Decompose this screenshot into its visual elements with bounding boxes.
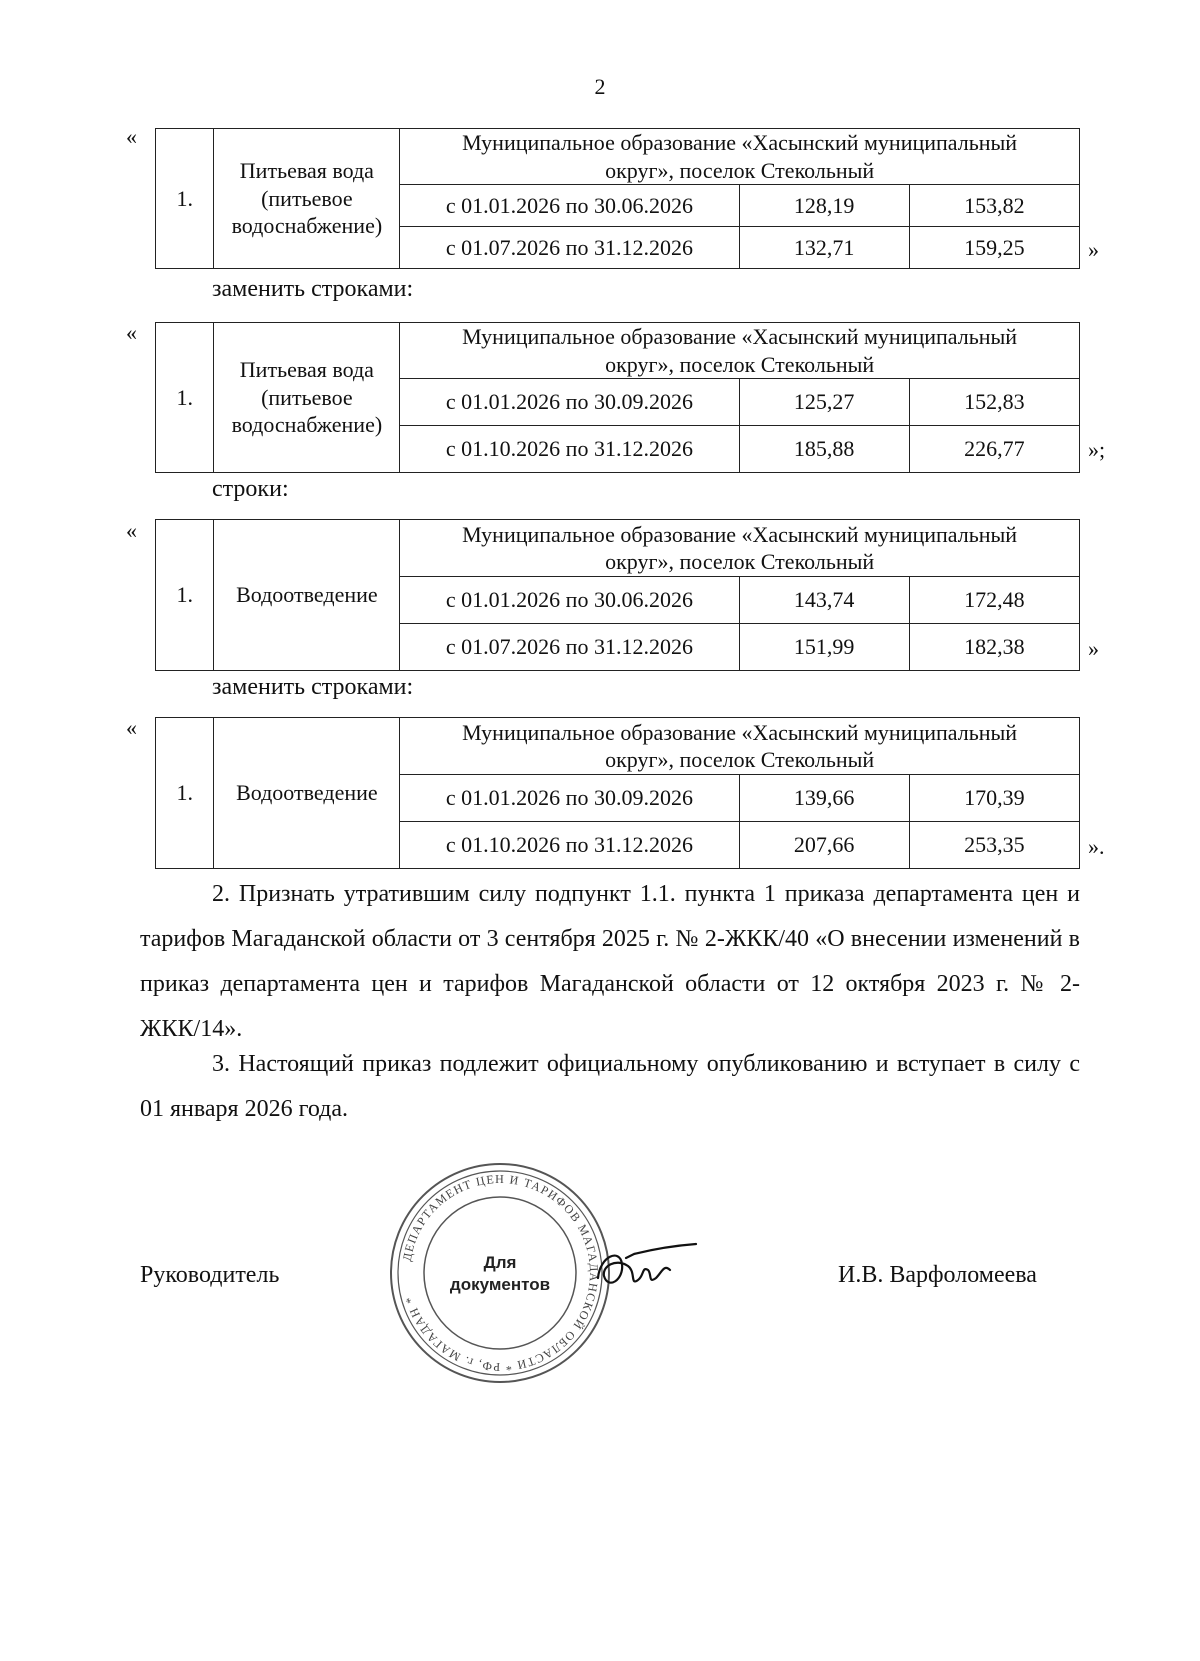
value-cell: 153,82 — [909, 185, 1079, 227]
seal-center-line-2: документов — [449, 1275, 551, 1294]
municipality-cell — [400, 520, 1080, 577]
seal-graphic — [387, 1160, 613, 1386]
row-number: 1. — [156, 129, 214, 269]
seal-ring-text: ДЕПАРТАМЕНТ ЦЕН И ТАРИФОВ МАГАДАНСКОЙ ОБЛАСТИ * РФ, г. МАГАДАН * — [399, 1171, 602, 1375]
municipality-cell — [400, 323, 1080, 379]
period-cell: с 01.01.2026 по 30.09.2026 — [400, 775, 739, 822]
close-quote: » — [1088, 636, 1099, 661]
period-cell: с 01.07.2026 по 31.12.2026 — [400, 227, 739, 269]
signature-stroke — [598, 1244, 696, 1283]
category-line: Питьевая вода — [239, 158, 374, 184]
period-cell: с 01.10.2026 по 31.12.2026 — [400, 822, 739, 869]
municipality-line: округ», поселок Стекольный — [605, 549, 875, 574]
category-line: водоснабжение) — [231, 412, 383, 438]
municipality-line: округ», поселок Стекольный — [605, 351, 875, 377]
period-cell: с 01.10.2026 по 31.12.2026 — [400, 426, 739, 473]
paragraph-2: 2. Признать утратившим силу подпункт 1.1. пункта 1 приказа департамента цен и тарифов Магаданской области от 3 сентября 2025 г. № 2-ЖКК/40 «О внесении изменений в приказ департамента цен и тарифов Магаданской области от 12 октября 2023 г. № 2-ЖКК/14». — [140, 881, 1080, 1042]
category-cell — [214, 718, 400, 869]
category-line: водоснабжение) — [231, 213, 383, 239]
row-number: 1. — [156, 520, 214, 671]
close-quote: ». — [1088, 834, 1105, 859]
value-cell: 128,19 — [739, 185, 909, 227]
row-number: 1. — [156, 323, 214, 473]
signature-graphic — [590, 1236, 700, 1306]
official-seal — [387, 1160, 613, 1386]
period-cell: с 01.01.2026 по 30.06.2026 — [400, 577, 739, 624]
municipality-cell — [400, 129, 1080, 185]
municipality-line: Муниципальное образование «Хасынский муниципальный — [462, 521, 1018, 547]
category-cell — [214, 129, 400, 269]
category-line: Питьевая вода — [239, 357, 374, 383]
tariff-table-2 — [155, 322, 1080, 473]
municipality-cell — [400, 718, 1080, 775]
section-label: заменить строками: — [212, 674, 414, 700]
row-number: 1. — [156, 718, 214, 869]
open-quote: « — [126, 124, 137, 149]
page-number: 2 — [594, 74, 606, 99]
municipality-line: Муниципальное образование «Хасынский муниципальный — [462, 324, 1018, 349]
category-line: (питьевое — [261, 384, 353, 410]
open-quote: « — [126, 320, 137, 345]
category-line: Водоотведение — [236, 780, 378, 806]
municipality-line: округ», поселок Стекольный — [605, 157, 875, 183]
section-label: строки: — [212, 476, 289, 502]
municipality-line: Муниципальное образование «Хасынский муниципальный — [462, 719, 1018, 745]
value-cell: 207,66 — [739, 822, 909, 869]
close-quote: »; — [1088, 437, 1106, 462]
handwritten-signature — [590, 1236, 700, 1311]
value-cell: 125,27 — [739, 379, 909, 426]
seal-center-line-1: Для — [483, 1253, 517, 1272]
value-cell: 152,83 — [909, 379, 1079, 426]
value-cell: 132,71 — [739, 227, 909, 269]
value-cell: 182,38 — [909, 624, 1079, 671]
seal-inner-ring — [424, 1197, 576, 1349]
period-cell: с 01.01.2026 по 30.06.2026 — [400, 185, 739, 227]
value-cell: 159,25 — [909, 227, 1079, 269]
tariff-table-4 — [155, 717, 1080, 869]
period-cell: с 01.01.2026 по 30.09.2026 — [400, 379, 739, 426]
category-cell — [214, 323, 400, 473]
municipality-line: Муниципальное образование «Хасынский муниципальный — [462, 130, 1018, 155]
open-quote: « — [126, 518, 137, 543]
value-cell: 139,66 — [739, 775, 909, 822]
signatory-name: И.В. Варфоломеева — [838, 1262, 1037, 1288]
value-cell: 172,48 — [909, 577, 1079, 624]
category-line: Водоотведение — [236, 582, 378, 608]
close-quote: » — [1088, 237, 1099, 262]
category-line: (питьевое — [261, 185, 353, 211]
section-label: заменить строками: — [212, 276, 414, 302]
value-cell: 170,39 — [909, 775, 1079, 822]
municipality-line: округ», поселок Стекольный — [605, 747, 875, 772]
paragraph-3: 3. Настоящий приказ подлежит официальному опубликованию и вступает в силу с 01 января 2026 года. — [140, 1051, 1080, 1122]
value-cell: 185,88 — [739, 426, 909, 473]
signatory-position: Руководитель — [140, 1262, 280, 1288]
open-quote: « — [126, 715, 137, 740]
value-cell: 253,35 — [909, 822, 1079, 869]
tariff-table-3 — [155, 519, 1080, 671]
tariff-table-1 — [155, 128, 1080, 269]
category-cell — [214, 520, 400, 671]
value-cell: 151,99 — [739, 624, 909, 671]
value-cell: 143,74 — [739, 577, 909, 624]
period-cell: с 01.07.2026 по 31.12.2026 — [400, 624, 739, 671]
value-cell: 226,77 — [909, 426, 1079, 473]
